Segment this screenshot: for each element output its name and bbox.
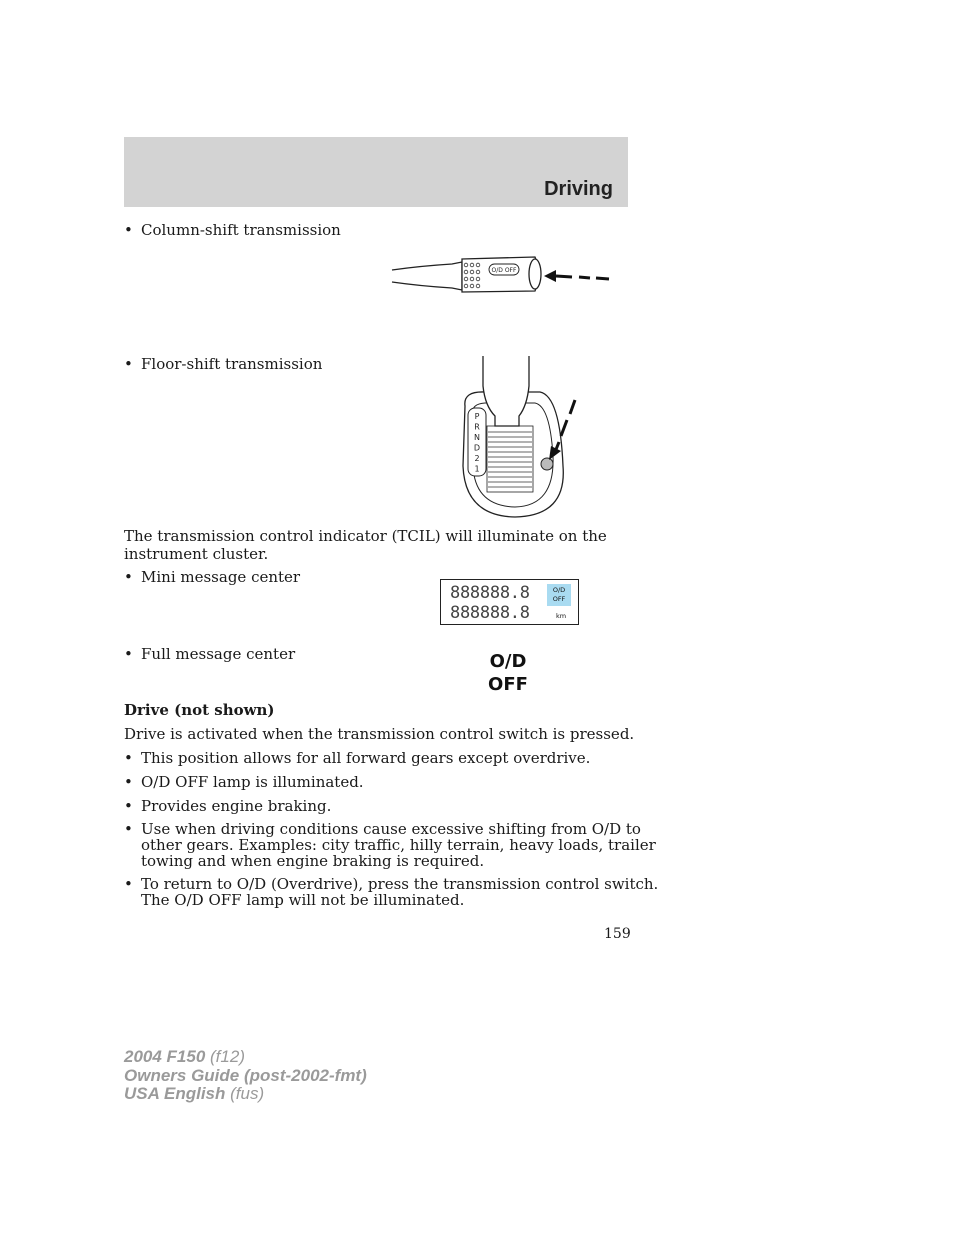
floor-shift-lever-figure xyxy=(455,356,585,521)
page-number: 159 xyxy=(604,926,631,942)
section-title: Driving xyxy=(544,178,613,200)
drive-bullet-4-line3: towing and when engine braking is required. xyxy=(141,852,485,870)
tcil-paragraph-line2: instrument cluster. xyxy=(124,545,269,563)
drive-bullet-5-line2: The O/D OFF lamp will not be illuminated. xyxy=(141,891,465,909)
lever-end-cap xyxy=(529,259,541,289)
gear-label-p: P xyxy=(474,412,480,421)
footer-line2: Owners Guide (post-2002-fmt) xyxy=(124,1065,367,1085)
od-off-switch-label: O/D OFF xyxy=(491,267,517,274)
drive-bullet-3-text: Provides engine braking. xyxy=(141,797,332,815)
gear-label-d: D xyxy=(473,443,481,453)
drive-intro: Drive is activated when the transmission control switch is pressed. xyxy=(124,725,635,743)
full-message-center-od-off xyxy=(478,650,538,696)
drive-bullet-4-line1: Use when driving conditions cause excessive shifting from O/D to xyxy=(141,820,641,838)
mini-message-center-display xyxy=(440,579,580,626)
column-shift-lever-figure xyxy=(390,250,620,298)
bullet-column-shift-text: Column-shift transmission xyxy=(141,221,341,239)
gear-label-1: 1 xyxy=(474,464,480,474)
gear-label-r: R xyxy=(474,422,480,432)
bullet-mini-message-center-text: Mini message center xyxy=(141,568,301,586)
arrow-pointer xyxy=(544,270,609,282)
od-off-line1: O/D xyxy=(489,651,527,672)
transmission-control-switch xyxy=(541,458,553,470)
footer-line3: USA English (fus) xyxy=(124,1084,265,1103)
footer-line1: 2004 F150 (f12) xyxy=(124,1047,245,1066)
od-indicator-line2: OFF xyxy=(552,595,566,603)
unit-label: km xyxy=(555,612,567,620)
document-footer xyxy=(124,1048,367,1104)
drive-heading: Drive (not shown) xyxy=(124,701,275,719)
drive-bullet-5-line1: To return to O/D (Overdrive), press the transmission control switch. xyxy=(141,875,659,893)
drive-bullet-2-text: O/D OFF lamp is illuminated. xyxy=(141,773,364,791)
drive-bullet-4-line2: other gears. Examples: city traffic, hilly terrain, heavy loads, trailer xyxy=(141,836,656,854)
drive-bullet-1-text: This position allows for all forward gears except overdrive. xyxy=(141,749,591,767)
od-off-line2: OFF xyxy=(488,674,528,695)
section-header xyxy=(124,137,628,207)
od-indicator-line1: O/D xyxy=(552,586,566,594)
gear-label-2: 2 xyxy=(474,454,480,463)
shifter-slot xyxy=(487,426,533,492)
gear-label-n: N xyxy=(474,433,480,442)
bullet-floor-shift-text: Floor-shift transmission xyxy=(141,355,323,373)
display-row-1: 888888.8 xyxy=(450,583,530,603)
display-row-2: 888888.8 xyxy=(450,603,530,623)
bullet-full-message-center-text: Full message center xyxy=(141,645,296,663)
tcil-paragraph-line1: The transmission control indicator (TCIL) will illuminate on the xyxy=(124,527,607,545)
